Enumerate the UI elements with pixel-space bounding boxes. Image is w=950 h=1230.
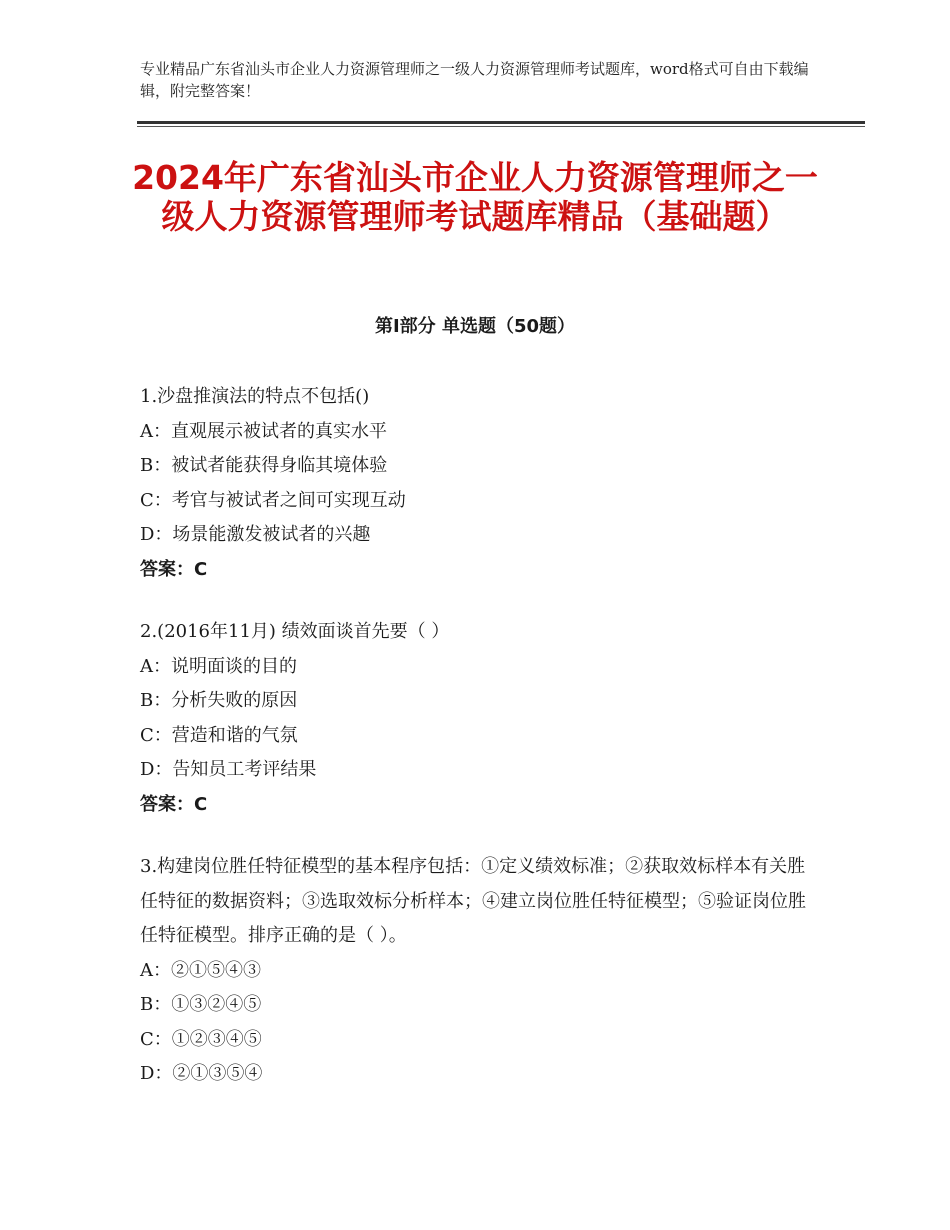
option-b: B：被试者能获得身临其境体验 bbox=[140, 455, 388, 476]
option-a: A：说明面谈的目的 bbox=[140, 655, 297, 677]
question-1 bbox=[140, 380, 820, 587]
option-a: A：直观展示被试者的真实水平 bbox=[140, 420, 387, 442]
header-divider-thin bbox=[137, 126, 865, 127]
answer-label: 答案：C bbox=[140, 793, 208, 815]
question-stem: 1.沙盘推演法的特点不包括() bbox=[140, 386, 370, 407]
option-d: D：场景能激发被试者的兴趣 bbox=[140, 524, 371, 545]
option-c: C：①②③④⑤ bbox=[140, 1028, 262, 1050]
question-2 bbox=[140, 615, 820, 822]
header-divider-thick bbox=[137, 121, 865, 124]
option-b: B：分析失败的原因 bbox=[140, 690, 298, 711]
question-3 bbox=[140, 850, 820, 1092]
option-b: B：①③②④⑤ bbox=[140, 994, 262, 1015]
header-note: 专业精品广东省汕头市企业人力资源管理师之一级人力资源管理师考试题库，word格式可自由下载编辑，附完整答案！ bbox=[140, 60, 809, 100]
question-list bbox=[140, 380, 820, 1120]
section-heading: 第Ⅰ部分 单选题（50题） bbox=[374, 316, 575, 337]
question-stem: 2.(2016年11月) 绩效面谈首先要（ ） bbox=[140, 621, 450, 642]
option-d: D：②①③⑤④ bbox=[140, 1063, 263, 1084]
option-a: A：②①⑤④③ bbox=[140, 959, 261, 981]
option-d: D：告知员工考评结果 bbox=[140, 759, 317, 780]
option-c: C：考官与被试者之间可实现互动 bbox=[140, 489, 406, 511]
answer-label: 答案：C bbox=[140, 558, 208, 580]
option-c: C：营造和谐的气氛 bbox=[140, 724, 298, 746]
question-stem: 3.构建岗位胜任特征模型的基本程序包括：①定义绩效标准；②获取效标样本有关胜任特征的数据资料；③选取效标分析样本；④建立岗位胜任特征模型；⑤验证岗位胜任特征模型。排序正确的是（ ）。 bbox=[140, 856, 806, 946]
document-title: 2024年广东省汕头市企业人力资源管理师之一级人力资源管理师考试题库精品（基础题） bbox=[132, 158, 818, 236]
